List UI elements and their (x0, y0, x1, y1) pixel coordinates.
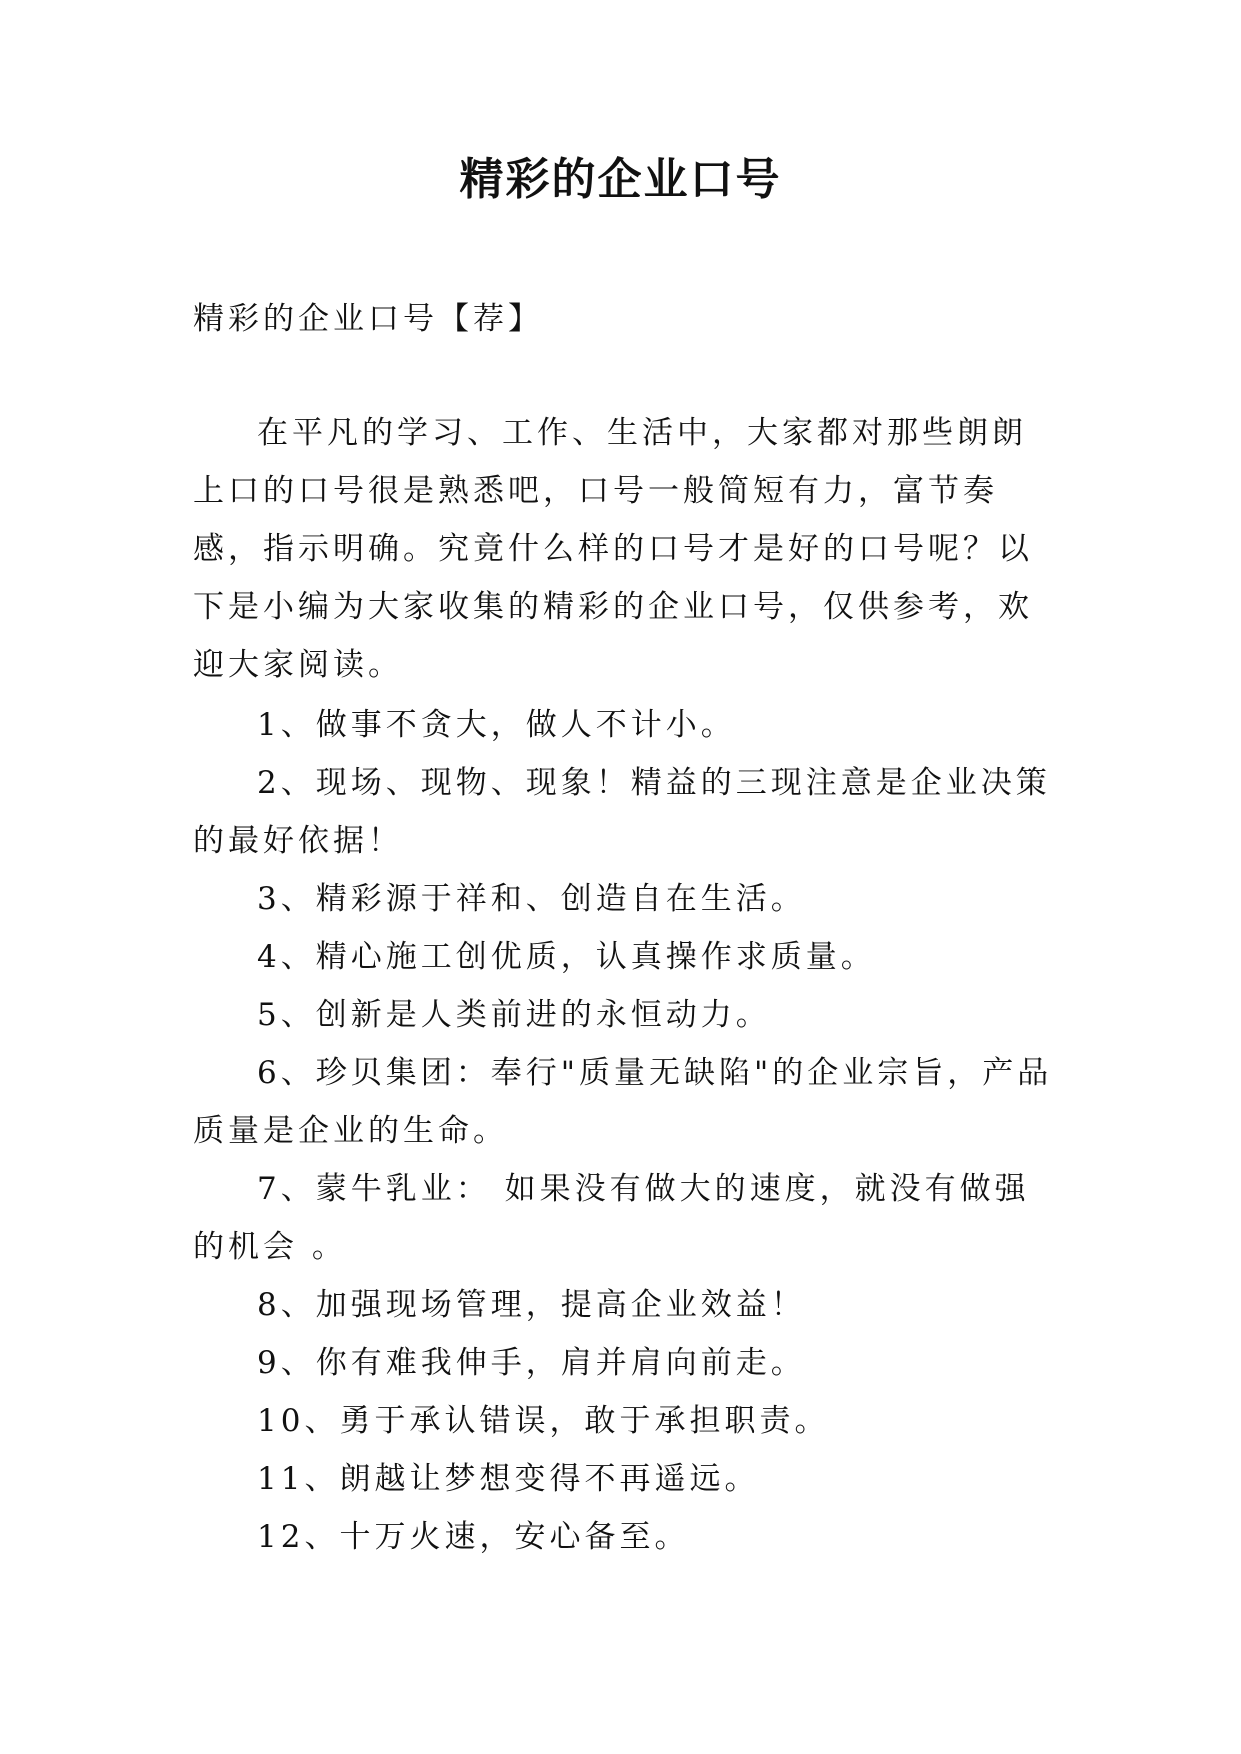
list-item: 3、精彩源于祥和、创造自在生活。 (257, 881, 806, 917)
document-title: 精彩的企业口号 (459, 154, 782, 205)
list-item: 1、做事不贪大，做人不计小。 (257, 707, 736, 743)
list-item: 4、精心施工创优质，认真操作求质量。 (257, 939, 876, 975)
list-item: 7、蒙牛乳业： 如果没有做大的速度，就没有做强的机会 。 (193, 1171, 1030, 1265)
slogan-list (193, 696, 1055, 1566)
list-item: 10、勇于承认错误，敢于承担职责。 (257, 1403, 830, 1439)
list-item: 8、加强现场管理，提高企业效益！ (257, 1287, 806, 1323)
list-item: 11、朗越让梦想变得不再遥远。 (257, 1461, 760, 1497)
list-item: 5、创新是人类前进的永恒动力。 (257, 997, 771, 1033)
intro-paragraph: 在平凡的学习、工作、生活中，大家都对那些朗朗上口的口号很是熟悉吧，口号一般简短有力，富节奏感，指示明确。究竟什么样的口号才是好的口号呢？以下是小编为大家收集的精彩的企业口号，仅供参考，欢迎大家阅读。 (193, 415, 1033, 683)
list-item: 2、现场、现物、现象！精益的三现注意是企业决策的最好依据！ (193, 765, 1051, 859)
list-item: 9、你有难我伸手，肩并肩向前走。 (257, 1345, 806, 1381)
document-subtitle: 精彩的企业口号【荐】 (193, 301, 543, 337)
list-item: 12、十万火速，安心备至。 (257, 1519, 690, 1555)
list-item: 6、珍贝集团：奉行"质量无缺陷"的企业宗旨，产品质量是企业的生命。 (193, 1055, 1053, 1149)
